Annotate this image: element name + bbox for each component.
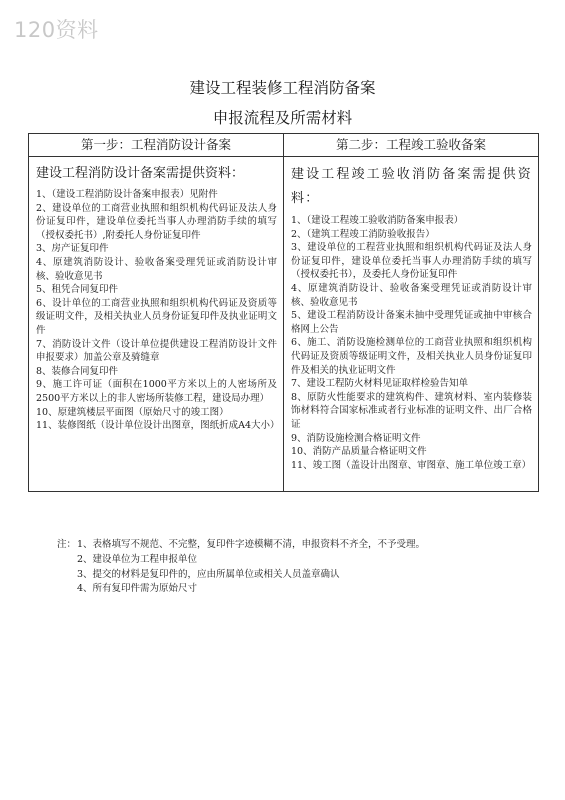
list-item: 6、设计单位的工商营业执照和组织机构代码证及资质等级证明文件，及相关执业人员身份证复印件及执业证明文件 bbox=[36, 297, 277, 336]
list-item: 8、装修合同复印件 bbox=[36, 365, 119, 377]
note-item: 2、建设单位为工程申报单位 bbox=[77, 553, 198, 565]
list-item: 4、原建筑消防设计、验收备案受理凭证或消防设计审核、验收意见书 bbox=[36, 256, 277, 282]
step2-subheader: 建设工程竣工验收消防备案需提供资料： bbox=[291, 167, 532, 206]
note-item: 1、表格填写不规范、不完整，复印件字迹模糊不清，申报资料不齐全，不予受理。 bbox=[77, 539, 426, 550]
list-item: 10、消防产品质量合格证明文件 bbox=[291, 446, 427, 458]
note-item: 4、所有复印件需为原始尺寸 bbox=[77, 583, 198, 595]
step1-subheader: 建设工程消防设计备案需提供资料： bbox=[36, 166, 245, 181]
left-column bbox=[29, 134, 284, 492]
list-item: 7、建设工程防火材料见证取样检验告知单 bbox=[291, 378, 469, 390]
step2-header: 第二步：工程竣工验收备案 bbox=[284, 134, 538, 157]
right-column bbox=[284, 134, 539, 492]
list-item: 2、建设单位的工商营业执照和组织机构代码证及法人身份证复印件，建设单位委托当事人办理消防手续的填写（授权委托书）,附委托人身份证复印件 bbox=[36, 202, 277, 241]
step2-item-list bbox=[291, 214, 532, 472]
list-item: 5、租凭合同复印件 bbox=[36, 284, 119, 296]
list-item: 2、（建筑工程竣工消防验收报告） bbox=[291, 228, 435, 240]
list-item: 6、施工、消防设施检测单位的工商营业执照和组织机构代码证及资质等级证明文件，及相关执业人员身份证复印件及相关的执业证明文件 bbox=[291, 337, 532, 376]
list-item: 11、竣工图（盖设计出图章、审图章、施工单位竣工章） bbox=[291, 459, 532, 471]
step1-header: 第一步：工程消防设计备案 bbox=[29, 134, 283, 157]
list-item: 4、原建筑消防设计、验收备案受理凭证或消防设计审核、验收意见书 bbox=[291, 282, 532, 308]
list-item: 11、装修图纸（设计单位设计出图章，图纸折成A4大小） bbox=[36, 420, 280, 432]
list-item: 5、建设工程消防设计备案未抽中受理凭证或抽中审核合格网上公告 bbox=[291, 310, 532, 335]
list-item: 7、消防设计文件（设计单位提供建设工程消防设计文件申报要求）加盖公章及骑缝章 bbox=[36, 338, 277, 364]
requirements-table bbox=[28, 133, 539, 492]
watermark: 120资料 bbox=[14, 18, 99, 42]
list-item: 10、原建筑楼层平面图（原始尺寸的竣工图） bbox=[36, 406, 229, 418]
list-item: 9、消防设施检测合格证明文件 bbox=[291, 432, 421, 444]
note-item: 3、提交的材料是复印件的，应由所属单位或相关人员盖章确认 bbox=[77, 568, 340, 580]
list-item: 1、（建设工程竣工验收消防备案申报表） bbox=[291, 215, 464, 226]
document-title: 建设工程装修工程消防备案 bbox=[189, 79, 376, 97]
list-item: 1、（建设工程消防设计备案申报表）见附件 bbox=[36, 189, 218, 200]
notes-section bbox=[57, 538, 547, 597]
notes-prefix: 注： bbox=[57, 539, 77, 550]
document-subtitle: 申报流程及所需材料 bbox=[212, 109, 353, 127]
step1-item-list bbox=[36, 188, 280, 433]
list-item: 3、建设单位的工程营业执照和组织机构代码证及法人身份证复印件，建设单位委托当事人办理消防手续的填写（授权委托书），及委托人身份证复印件 bbox=[291, 242, 532, 281]
list-item: 3、房产证复印件 bbox=[36, 243, 109, 255]
list-item: 8、原防火性能要求的建筑构件、建筑材料、室内装修装饰材料符合国家标准或者行业标准的证明文件、出厂合格证 bbox=[291, 391, 532, 430]
list-item: 9、施工许可证（面积在1000平方米以上的人密场所及2500平方米以上的非人密场所装修工程，建设局办理） bbox=[36, 379, 277, 404]
